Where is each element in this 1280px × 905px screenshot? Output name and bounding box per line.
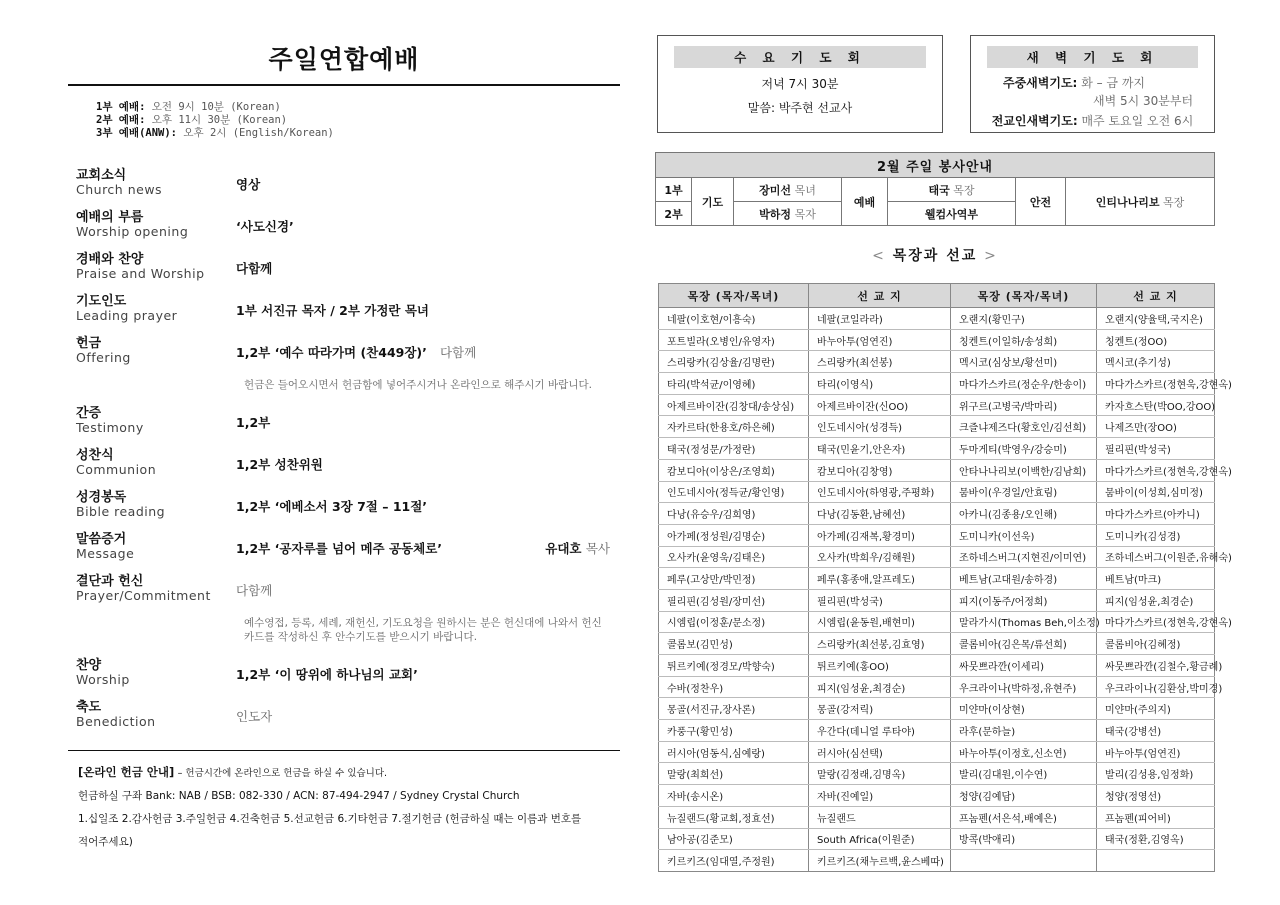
cell-mission-field: 말랑(김정래,김명옥)	[809, 763, 951, 785]
order-item-content	[236, 210, 620, 235]
prayer-leader-1-name: 장미선	[759, 183, 792, 197]
cell-mission-field: 마다가스카르(정현욱,강현옥)	[1097, 459, 1215, 481]
cell-group: 타리(박석균/이영혜)	[659, 373, 809, 395]
missions-table-row	[659, 568, 1215, 590]
cell-mission-field: 도미니카(김성경)	[1097, 524, 1215, 546]
cell-group: 라후(문하늘)	[951, 720, 1097, 742]
cell-mission-field: 스리랑카(최선봉)	[809, 351, 951, 373]
cell-group: 우크라이나(박하정,유현주)	[951, 676, 1097, 698]
order-item-title	[68, 448, 236, 477]
cell-group: 아카니(김종용/오인해)	[951, 503, 1097, 525]
cell-mission-field: 칭켄트(정OO)	[1097, 329, 1215, 351]
missions-table-row	[659, 676, 1215, 698]
order-item-detail: 1,2부 성찬위원	[236, 457, 323, 472]
service-time-label: 1부 예배:	[96, 101, 146, 113]
service-time-value: 오후 2시 (English/Korean)	[183, 127, 334, 139]
cell-group: 몽골(서진규,장사론)	[659, 698, 809, 720]
cell-mission-field: 발리(김성용,임정화)	[1097, 763, 1215, 785]
order-item-title	[68, 532, 236, 561]
order-item-english: Praise and Worship	[76, 266, 205, 281]
wednesday-prayer-title: 수 요 기 도 회	[674, 46, 926, 68]
cell-group: 인도네시아(정득균/황인영)	[659, 481, 809, 503]
cell-group: 콜롬비아(김은목/류선희)	[951, 633, 1097, 655]
order-item-participants: 다함께	[439, 345, 477, 360]
order-item-english: Leading prayer	[76, 308, 178, 323]
cell-group: 위구르(고병국/박마리)	[951, 394, 1097, 416]
cell-mission-field: 몽골(강저릭)	[809, 698, 951, 720]
service-schedule-table	[655, 152, 1215, 226]
cell-mission-field: 미얀마(주의지)	[1097, 698, 1215, 720]
missions-table-row	[659, 785, 1215, 807]
all-church-dawn-label: 전교인새벽기도:	[991, 114, 1078, 128]
cell-group: 러시아(엄동식,심예랑)	[659, 741, 809, 763]
cell-mission-field: 인도네시아(하영광,주평화)	[809, 481, 951, 503]
order-item-korean: 말씀증거	[76, 532, 127, 547]
service-time-row	[96, 114, 620, 127]
speaker-label: 말씀:	[747, 101, 776, 115]
worship-order	[68, 168, 620, 742]
wednesday-prayer-box	[657, 35, 943, 133]
cell-group: 자바(송시온)	[659, 785, 809, 807]
cell-group: 튀르키예(정경모/박향숙)	[659, 655, 809, 677]
order-item-korean: 결단과 헌신	[76, 574, 144, 589]
worship-order-item	[68, 336, 620, 378]
missions-column-header: 목장 (목자/목녀)	[659, 284, 809, 308]
service-time-row	[96, 127, 620, 140]
order-item-participants: 다함께	[236, 583, 273, 598]
missions-table-row	[659, 481, 1215, 503]
order-item-korean: 경배와 찬양	[76, 252, 144, 267]
order-item-title	[68, 658, 236, 687]
cell-mission-field: 키르키즈(채누르백,윤스베따)	[809, 850, 951, 872]
missions-table-row	[659, 416, 1215, 438]
cell-group: 시엠립(이정훈/문소정)	[659, 611, 809, 633]
safety-team	[1066, 178, 1215, 226]
missions-title-close-bracket: >	[984, 248, 998, 264]
cell-mission-field: 아가페(김재복,황경미)	[809, 524, 951, 546]
cell-mission-field: 싸뭇쁘라깐(김철수,황금례)	[1097, 655, 1215, 677]
cell-mission-field: 자바(진예일)	[809, 785, 951, 807]
service-part-2: 2부	[656, 202, 692, 226]
order-item-content	[236, 490, 620, 515]
missions-table-row	[659, 524, 1215, 546]
cell-group: 태국(정성문/가정란)	[659, 438, 809, 460]
worship-order-item	[68, 574, 620, 616]
worship-label: 예배	[842, 178, 888, 226]
cell-mission-field: 피지(임성윤,최경순)	[1097, 589, 1215, 611]
cell-mission-field: 우간다(데니얼 루타야)	[809, 720, 951, 742]
cell-mission-field: 청양(정영선)	[1097, 785, 1215, 807]
safety-label: 안전	[1016, 178, 1066, 226]
cell-group: 싸뭇쁘라깐(이세리)	[951, 655, 1097, 677]
cell-mission-field: 태국(강병선)	[1097, 720, 1215, 742]
cell-mission-field	[1097, 850, 1215, 872]
cell-mission-field: 뉴질랜드	[809, 806, 951, 828]
order-item-content	[236, 532, 620, 557]
order-item-detail: 다함께	[236, 261, 273, 276]
order-item-note: 예수영접, 등록, 세례, 재헌신, 기도요청을 원하시는 분은 헌신대에 나와서 헌신카드를 작성하신 후 안수기도를 받으시기 바랍니다.	[244, 617, 602, 643]
missions-table-row	[659, 394, 1215, 416]
cell-mission-field: 스리랑카(최선봉,김효영)	[809, 633, 951, 655]
worship-team-2: 웰컴사역부	[888, 202, 1016, 226]
missions-table-row	[659, 720, 1215, 742]
missions-table-header	[659, 284, 1215, 308]
worship-order-item	[68, 532, 620, 574]
online-offering-heading: [온라인 헌금 안내]	[78, 765, 175, 779]
order-item-korean: 찬양	[76, 658, 102, 673]
order-item-detail: 1,2부 ‘이 땅위에 하나님의 교회’	[236, 667, 418, 682]
safety-team-name: 인티나나리보	[1095, 195, 1160, 209]
service-time-value: 오후 11시 30분 (Korean)	[151, 114, 288, 126]
missions-table-row	[659, 655, 1215, 677]
worship-order-item	[68, 210, 620, 252]
cell-group: 자카르타(한용호/하은혜)	[659, 416, 809, 438]
cell-mission-field: 아제르바이잔(신OO)	[809, 394, 951, 416]
cell-group: 마다가스카르(정순우/한송이)	[951, 373, 1097, 395]
online-offering-subtitle: – 헌금시간에 온라인으로 헌금을 하실 수 있습니다.	[177, 768, 388, 779]
worship-order-item	[68, 490, 620, 532]
order-item-korean: 예배의 부름	[76, 210, 144, 225]
cell-group: 페루(고상만/박민정)	[659, 568, 809, 590]
order-item-content	[236, 658, 620, 683]
missions-column-header: 선 교 지	[809, 284, 951, 308]
missions-column-header: 목장 (목자/목녀)	[951, 284, 1097, 308]
prayer-leader-2	[734, 202, 842, 226]
cell-mission-field: 시엠립(윤동원,배현미)	[809, 611, 951, 633]
cell-group: 캄보디아(이상은/조영희)	[659, 459, 809, 481]
missions-column-header: 선 교 지	[1097, 284, 1215, 308]
order-item-title	[68, 168, 236, 197]
order-item-korean: 축도	[76, 700, 102, 715]
order-item-content	[236, 168, 620, 193]
order-item-korean: 간증	[76, 406, 102, 421]
missions-table-row	[659, 503, 1215, 525]
order-item-detail: 영상	[236, 177, 261, 192]
dawn-prayer-box	[970, 35, 1215, 133]
missions-table-row	[659, 373, 1215, 395]
cell-mission-field: 마다가스카르(정현욱,강현옥)	[1097, 611, 1215, 633]
worship-order-item	[68, 294, 620, 336]
service-time-label: 3부 예배(ANW):	[96, 127, 178, 139]
cell-group: 크즐냐제즈다(황호인/김선희)	[951, 416, 1097, 438]
cell-mission-field: 인도네시아(성경득)	[809, 416, 951, 438]
worship-order-item	[68, 252, 620, 294]
cell-group: 오랜지(황민구)	[951, 308, 1097, 330]
cell-mission-field: 태국(정환,김영옥)	[1097, 828, 1215, 850]
cell-group: 필리핀(김성원/장미선)	[659, 589, 809, 611]
cell-group: 두마게티(박영우/강승미)	[951, 438, 1097, 460]
order-item-title	[68, 406, 236, 435]
cell-mission-field: 멕시코(추기성)	[1097, 351, 1215, 373]
missions-table-row	[659, 828, 1215, 850]
order-item-english: Testimony	[76, 420, 144, 435]
order-item-korean: 성경봉독	[76, 490, 127, 505]
cell-group: 포트빌라(오병인/유영자)	[659, 329, 809, 351]
speaker-name: 박주현 선교사	[778, 101, 853, 115]
cell-group: 카풍구(황민성)	[659, 720, 809, 742]
weekday-dawn-prayer	[971, 74, 1214, 91]
missions-table-row	[659, 850, 1215, 872]
order-item-title	[68, 700, 236, 729]
missions-title-open-bracket: <	[872, 248, 886, 264]
cell-mission-field: 피지(임성윤,최경순)	[809, 676, 951, 698]
cell-group	[951, 850, 1097, 872]
cell-group: 멕시코(심상보/황선미)	[951, 351, 1097, 373]
order-item-content	[236, 406, 620, 431]
service-part-1: 1부	[656, 178, 692, 202]
cell-group: 뭄바이(우경일/안효림)	[951, 481, 1097, 503]
order-item-content	[236, 336, 620, 361]
missions-table	[658, 283, 1232, 872]
weekday-dawn-time: 새벽 5시 30분부터	[1093, 94, 1194, 108]
order-item-title	[68, 252, 236, 281]
order-item-korean: 기도인도	[76, 294, 127, 309]
order-item-detail: 1,2부 ‘공자루를 넘어 메주 공동체로’	[236, 541, 443, 556]
missions-table-body	[659, 308, 1232, 872]
worship-order-item	[68, 658, 620, 700]
cell-mission-field: 네팔(코일라라)	[809, 308, 951, 330]
weekday-dawn-label: 주중새벽기도:	[1003, 76, 1078, 90]
cell-group: 다낭(유승우/김희영)	[659, 503, 809, 525]
worship-team-1	[888, 178, 1016, 202]
cell-mission-field: 프놈펜(피어비)	[1097, 806, 1215, 828]
cell-mission-field: 뭄바이(이성희,심미정)	[1097, 481, 1215, 503]
cell-group: 네팔(이호현/이흥숙)	[659, 308, 809, 330]
cell-mission-field: 바누아투(엄연진)	[1097, 741, 1215, 763]
cell-group: 발리(김대원,이수연)	[951, 763, 1097, 785]
service-time-row	[96, 101, 620, 114]
missions-table-row	[659, 633, 1215, 655]
order-item-content	[236, 700, 620, 725]
all-church-dawn-time: 매주 토요일 오전 6시	[1081, 114, 1194, 128]
order-item-title	[68, 574, 236, 603]
order-item-english: Church news	[76, 182, 163, 197]
order-item-english: Message	[76, 546, 135, 561]
order-item-content	[236, 294, 620, 319]
missions-table-row	[659, 351, 1215, 373]
cell-group: 피지(이동주/어정희)	[951, 589, 1097, 611]
cell-group: 프놈펜(서은석,배예은)	[951, 806, 1097, 828]
order-item-title	[68, 336, 236, 365]
cell-group: 키르키즈(임대열,주정원)	[659, 850, 809, 872]
worship-order-column	[68, 40, 620, 854]
service-time-value: 오전 9시 10분 (Korean)	[151, 101, 281, 113]
order-item-english: Bible reading	[76, 504, 166, 519]
weekday-dawn-days: 화 – 금 까지	[1081, 76, 1145, 90]
cell-group: 바누아투(이정호,신소연)	[951, 741, 1097, 763]
cell-group: 칭켄트(이일하/송성희)	[951, 329, 1097, 351]
cell-group: 도미니카(이선욱)	[951, 524, 1097, 546]
cell-mission-field: 페루(홍종애,알프레도)	[809, 568, 951, 590]
order-item-title	[68, 490, 236, 519]
order-item-content	[236, 574, 620, 599]
order-item-korean: 헌금	[76, 336, 102, 351]
missions-table-row	[659, 459, 1215, 481]
cell-mission-field: 필리핀(박성국)	[1097, 438, 1215, 460]
order-item-speaker	[545, 539, 610, 557]
order-item-detail: 1,2부 ‘예수 따라가며 (찬449장)’	[236, 345, 427, 360]
cell-group: 스리랑카(김상율/김명란)	[659, 351, 809, 373]
offering-types-note: 적어주세요)	[78, 836, 133, 848]
speaker-name: 유대호	[545, 541, 582, 556]
cell-mission-field: 다낭(김동환,남혜선)	[809, 503, 951, 525]
order-item-english: Offering	[76, 350, 131, 365]
order-item-content	[236, 448, 620, 473]
cell-group: 방콕(박애리)	[951, 828, 1097, 850]
offering-types: 1.십일조 2.감사헌금 3.주일헌금 4.건축헌금 5.선교헌금 6.기타헌금 7.절기헌금 (헌금하실 때는 이름과 번호를	[78, 813, 582, 825]
cell-mission-field: 조하네스버그(이원준,유해숙)	[1097, 546, 1215, 568]
cell-group: 조하네스버그(지현진/이미연)	[951, 546, 1097, 568]
all-church-dawn-prayer	[971, 112, 1214, 129]
missions-table-row	[659, 741, 1215, 763]
page-title: 주일연합예배	[68, 40, 620, 86]
cell-mission-field: 태국(민윤기,안은자)	[809, 438, 951, 460]
cell-group: 말라가시(Thomas Beh,이소정)	[951, 611, 1097, 633]
safety-team-role: 목장	[1163, 195, 1185, 209]
cell-mission-field: South Africa(이원준)	[809, 828, 951, 850]
cell-mission-field: 카자흐스탄(박OO,강OO)	[1097, 394, 1215, 416]
cell-mission-field: 타리(이영식)	[809, 373, 951, 395]
order-item-english: Worship	[76, 672, 130, 687]
worship-team-1-role: 목장	[953, 183, 975, 197]
order-item-english: Communion	[76, 462, 157, 477]
wednesday-prayer-speaker	[658, 99, 942, 116]
service-schedule-title: 2월 주일 봉사안내	[656, 153, 1215, 178]
worship-order-item	[68, 406, 620, 448]
service-time-label: 2부 예배:	[96, 114, 146, 126]
missions-title-text: 목장과 선교	[892, 248, 978, 264]
cell-group: 뉴질랜드(황교회,정효선)	[659, 806, 809, 828]
worship-order-item	[68, 168, 620, 210]
missions-table-row	[659, 546, 1215, 568]
cell-mission-field: 캄보디아(김창영)	[809, 459, 951, 481]
worship-order-item	[68, 448, 620, 490]
prayer-leader-1	[734, 178, 842, 202]
bank-account: 헌금하실 구좌 Bank: NAB / BSB: 082-330 / ACN: 87-494-2947 / Sydney Crystal Church	[78, 790, 520, 802]
cell-mission-field: 마다가스카르(정현욱,강현옥)	[1097, 373, 1215, 395]
missions-table-row	[659, 806, 1215, 828]
missions-table-row	[659, 763, 1215, 785]
cell-mission-field: 콜롬비아(김혜정)	[1097, 633, 1215, 655]
order-item-detail: 1부 서진규 목자 / 2부 가정란 목녀	[236, 303, 429, 318]
order-item-title	[68, 210, 236, 239]
speaker-title: 목사	[585, 541, 610, 556]
cell-group: 베트남(고대원/송하경)	[951, 568, 1097, 590]
prayer-label: 기도	[692, 178, 734, 226]
missions-table-row	[659, 438, 1215, 460]
dawn-prayer-title: 새 벽 기 도 회	[987, 46, 1198, 68]
worship-team-1-name: 태국	[928, 183, 950, 197]
cell-mission-field: 나제즈만(장OO)	[1097, 416, 1215, 438]
missions-table-row	[659, 698, 1215, 720]
cell-group: 아가페(정성원/김명순)	[659, 524, 809, 546]
cell-mission-field: 오랜지(양율택,국지은)	[1097, 308, 1215, 330]
cell-mission-field: 바누아투(엄연진)	[809, 329, 951, 351]
order-item-note: 헌금은 들어오시면서 헌금함에 넣어주시거나 온라인으로 해주시기 바랍니다.	[244, 379, 592, 391]
online-offering-info	[68, 750, 620, 854]
cell-group: 오사카(윤영욱/김태은)	[659, 546, 809, 568]
cell-group: 미얀마(이상현)	[951, 698, 1097, 720]
cell-mission-field: 베트남(마크)	[1097, 568, 1215, 590]
prayer-leader-1-role: 목녀	[794, 183, 816, 197]
cell-group: 남아공(김준모)	[659, 828, 809, 850]
cell-mission-field: 러시아(심선택)	[809, 741, 951, 763]
cell-mission-field: 필리핀(박성국)	[809, 589, 951, 611]
cell-mission-field: 우크라이나(김환삼,박미경)	[1097, 676, 1215, 698]
cell-mission-field: 마다가스카르(아카니)	[1097, 503, 1215, 525]
cell-group: 청양(김예담)	[951, 785, 1097, 807]
missions-table-row	[659, 589, 1215, 611]
order-item-korean: 성찬식	[76, 448, 114, 463]
missions-title	[655, 245, 1215, 265]
cell-group: 콜롬보(김민성)	[659, 633, 809, 655]
wednesday-prayer-time: 저녁 7시 30분	[761, 77, 839, 91]
worship-order-item	[68, 700, 620, 742]
missions-table-row	[659, 308, 1215, 330]
cell-group: 말랑(최희선)	[659, 763, 809, 785]
cell-group: 아제르바이잔(김창대/송상심)	[659, 394, 809, 416]
cell-group: 수바(정찬우)	[659, 676, 809, 698]
cell-group: 안타나나리보(이백한/김남희)	[951, 459, 1097, 481]
order-item-content	[236, 252, 620, 277]
missions-table-row	[659, 611, 1215, 633]
order-item-english: Worship opening	[76, 224, 189, 239]
prayer-leader-2-role: 목자	[794, 207, 816, 221]
missions-table-row	[659, 329, 1215, 351]
order-item-korean: 교회소식	[76, 168, 127, 183]
order-item-english: Benediction	[76, 714, 156, 729]
cell-mission-field: 오사카(박희우/김해원)	[809, 546, 951, 568]
order-item-english: Prayer/Commitment	[76, 588, 211, 603]
weekday-dawn-time-row	[971, 92, 1214, 109]
order-item-detail: ‘사도신경’	[236, 219, 294, 234]
service-times	[96, 101, 620, 140]
cell-mission-field: 튀르키예(홍OO)	[809, 655, 951, 677]
prayer-leader-2-name: 박하정	[759, 207, 792, 221]
order-item-detail: 1,2부 ‘에베소서 3장 7절 – 11절’	[236, 499, 428, 514]
order-item-detail: 1,2부	[236, 415, 271, 430]
order-item-participants: 인도자	[236, 709, 273, 724]
order-item-title	[68, 294, 236, 323]
